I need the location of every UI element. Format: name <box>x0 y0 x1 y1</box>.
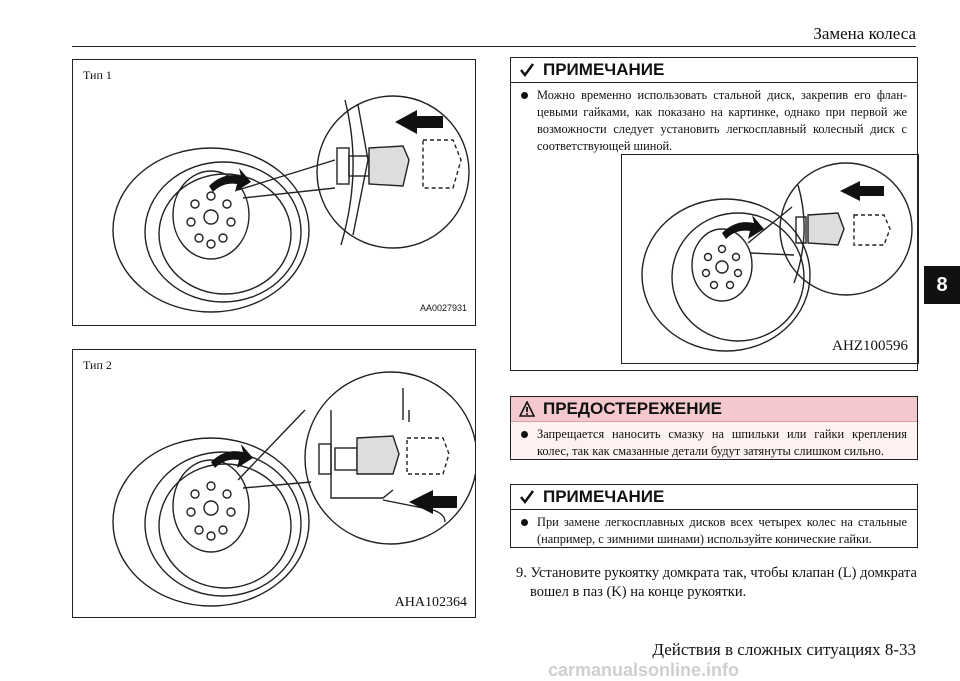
note-title: ПРИМЕЧАНИЕ <box>543 60 665 79</box>
warning-bullet <box>511 422 917 460</box>
figure-label: Тип 2 <box>83 358 112 372</box>
note-bullet <box>511 83 917 155</box>
instruction-step-9 <box>516 564 920 602</box>
note-title: ПРИМЕЧАНИЕ <box>543 487 665 506</box>
section-tab[interactable]: 8 <box>924 266 960 304</box>
warning-box <box>510 396 918 460</box>
warning-triangle-icon <box>519 401 535 417</box>
step-line-2: вошел в паз (K) на конце рукоятки. <box>530 584 747 600</box>
wheel-illustration-type-1 <box>73 60 475 325</box>
wheel-illustration-steel <box>622 155 918 363</box>
note-header <box>511 485 917 510</box>
note-box-conical-nuts <box>510 484 918 548</box>
bullet-dot <box>521 519 528 526</box>
warning-title: ПРЕДОСТЕРЕЖЕНИЕ <box>543 399 723 418</box>
warning-text: Запрещается наносить смазку на шпильки или гайки крепления колес, так как смазанные детали будут затянуты слишком сильно. <box>537 427 907 458</box>
figure-steel-wheel <box>621 154 919 364</box>
figure-code: AHZ100596 <box>832 338 908 354</box>
figure-type-1 <box>72 59 476 326</box>
header-rule <box>72 46 916 47</box>
warning-header <box>511 397 917 422</box>
figure-code: AHA102364 <box>394 595 467 610</box>
note-text: При замене легкосплавных дисков всех четырех колес на стальные (например, с зимними шинами) используйте конические гайки. <box>537 515 907 546</box>
note-bullet <box>511 510 917 548</box>
note-box-steel-wheel <box>510 57 918 371</box>
figure-code: AA0027931 <box>419 303 467 313</box>
checkmark-icon <box>519 489 535 505</box>
checkmark-icon <box>519 62 535 78</box>
page-footer: Действия в сложных ситуациях 8-33 <box>652 640 916 659</box>
bullet-dot <box>521 92 528 99</box>
page-header-title: Замена колеса <box>813 24 916 43</box>
figure-label: Тип 1 <box>83 68 112 82</box>
page-header <box>0 0 960 50</box>
wheel-illustration-type-2 <box>73 350 475 617</box>
watermark: carmanualsonline.info <box>548 660 740 680</box>
bullet-dot <box>521 431 528 438</box>
figure-type-2 <box>72 349 476 618</box>
note-header <box>511 58 917 83</box>
note-text: Можно временно использовать стальной диск, закрепив его флан-цевыми гайками, как показано на картинке, однако при первой же возможности следует установить легкосплавный колесный диск с соответствующей шиной. <box>537 88 907 153</box>
step-line-1: 9. Установите рукоятку домкрата так, чтобы клапан (L) домкрата <box>516 565 917 581</box>
